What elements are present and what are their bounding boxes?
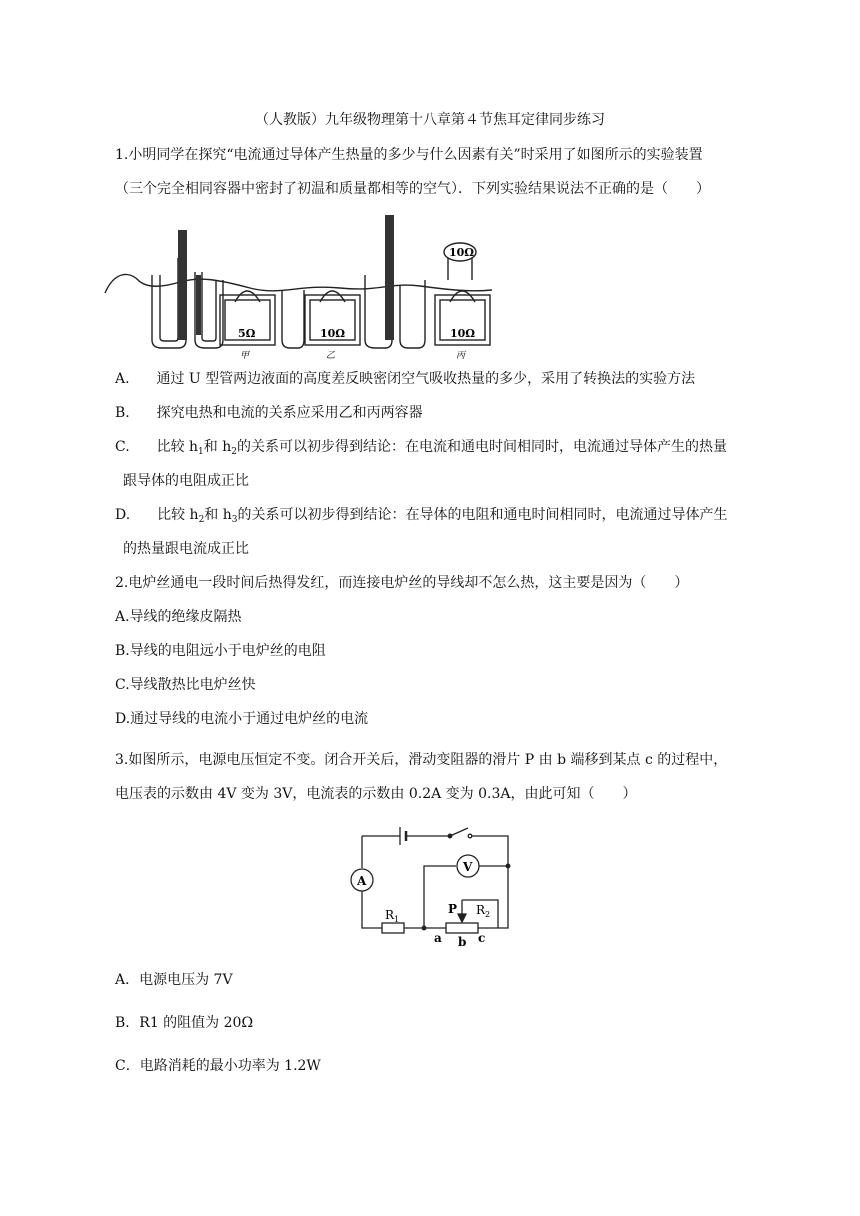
q1-option-c-text-part1: 比较 h: [156, 439, 199, 455]
q1-r-jia-label: 5Ω: [238, 327, 256, 340]
q1-option-c: [115, 437, 727, 457]
r2-label-sub: 2: [485, 910, 491, 919]
terminal-b-label: b: [458, 935, 467, 948]
q3-option-b: B．R1 的阻值为 20Ω: [115, 1015, 254, 1031]
q1-option-d-sub1: 2: [198, 515, 205, 525]
q1-option-d-letter: D.: [115, 507, 131, 523]
q3-stem-line2: 电压表的示数由 4V 变为 3V，电流表的示数由 0.2A 变为 0.3A，由此可知（ ）: [115, 786, 637, 802]
r1-label-sub: 1: [394, 915, 400, 924]
q1-label-yi: 乙: [326, 351, 336, 360]
r1-label: R: [385, 908, 395, 922]
q3-option-a: A．电源电压为 7V: [115, 972, 233, 988]
q3-stem-line1: 3.如图所示，电源电压恒定不变。闭合开关后，滑动变阻器的滑片 P 由 b 端移到某点 c 的过程中，: [115, 752, 728, 768]
q1-option-d-text-part1: 比较 h: [157, 507, 199, 523]
q2-option-c: C.导线散热比电炉丝快: [115, 677, 256, 693]
q1-option-d-sub2: 3: [231, 515, 238, 525]
q1-label-jia: 甲: [240, 351, 250, 360]
q1-option-b-letter: B.: [115, 405, 130, 421]
q1-option-b: [115, 403, 423, 423]
r2-resistor: [446, 923, 478, 933]
q3-circuit-figure: [340, 818, 530, 948]
svg-text:R2: [476, 903, 490, 919]
q2-option-d: D.通过导线的电流小于通过电炉丝的电流: [115, 711, 369, 727]
q1-option-c-letter: C.: [115, 439, 130, 455]
q1-option-c-continuation: 跟导体的电阻成正比: [123, 473, 249, 489]
q1-option-d: [115, 505, 728, 525]
q1-option-d-text-part2: 和 h: [204, 507, 232, 523]
q1-option-c-text-part2: 和 h: [203, 439, 232, 455]
q1-stem-line1: 1.小明同学在探究“电流通过导体产生热量的多少与什么因素有关”时采用了如图所示的实验装置: [115, 147, 703, 163]
svg-text:R1: [385, 908, 399, 924]
q2-stem: 2.电炉丝通电一段时间后热得发红，而连接电炉丝的导线却不怎么热，这主要是因为（ ）: [115, 575, 689, 591]
q1-option-d-text-part3: 的关系可以初步得到结论：在导体的电阻和通电时间相同时，电流通过导体产生: [237, 507, 728, 523]
voltmeter-label: V: [463, 860, 473, 874]
terminal-a-label: a: [434, 931, 442, 945]
q2-option-a: A.导线的绝缘皮隔热: [115, 609, 242, 625]
q1-stem-line2: （三个完全相同容器中密封了初温和质量都相等的空气）．下列实验结果说法不正确的是（ ）: [115, 181, 710, 197]
q1-option-a: [115, 369, 695, 389]
q1-option-c-sub2: 2: [231, 447, 237, 457]
q1-r-bing-label: 10Ω: [450, 327, 476, 340]
q1-r-outside-label: 10Ω: [449, 246, 475, 259]
q1-option-c-text-part3: 的关系可以初步得到结论：在电流和通电时间相同时，电流通过导体产生的热量: [236, 439, 727, 455]
q1-label-bing: 丙: [456, 351, 466, 360]
page-title: （人教版）九年级物理第十八章第４节焦耳定律同步练习: [255, 112, 605, 128]
q1-option-b-text: 探究电热和电流的关系应采用乙和丙两容器: [156, 405, 423, 421]
q1-option-d-continuation: 的热量跟电流成正比: [123, 541, 249, 557]
q1-r-yi-label: 10Ω: [320, 327, 346, 340]
slider-p-label: P: [448, 902, 458, 916]
q1-option-a-text: 通过 U 型管两边液面的高度差反映密闭空气吸收热量的多少，采用了转换法的实验方法: [156, 371, 696, 387]
r2-label: R: [476, 903, 486, 917]
q1-option-a-letter: A.: [115, 371, 130, 387]
q1-option-c-sub1: 1: [198, 447, 204, 457]
q1-experiment-figure: [100, 210, 500, 360]
q3-option-c: C．电路消耗的最小功率为 1.2W: [115, 1058, 321, 1074]
ammeter-label: A: [357, 874, 367, 888]
q2-option-b: B.导线的电阻远小于电炉丝的电阻: [115, 643, 326, 659]
terminal-c-label: c: [478, 931, 486, 945]
r1-resistor: [382, 923, 404, 933]
